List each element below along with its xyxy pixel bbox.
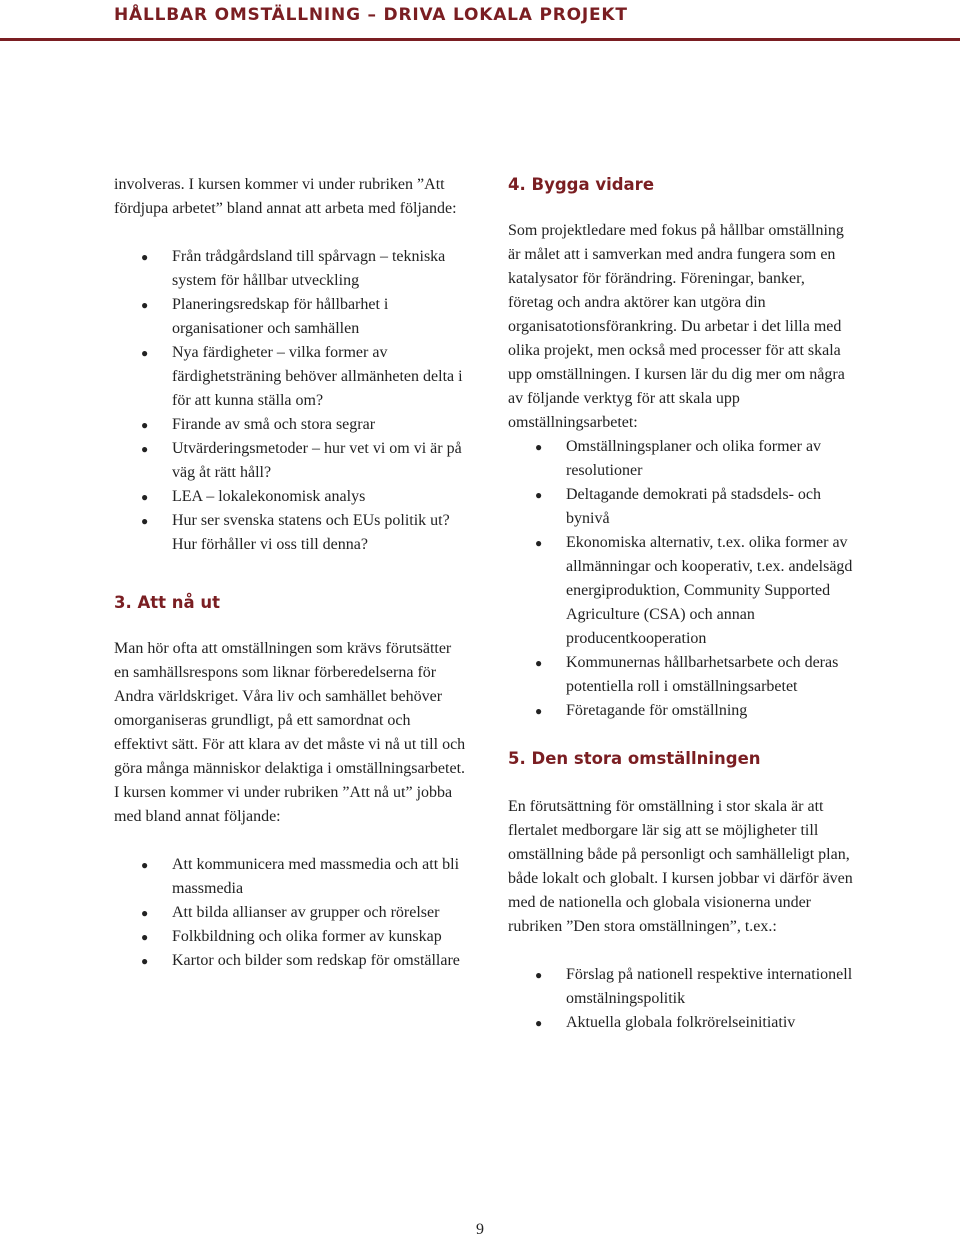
section-3-heading: 3. Att nå ut xyxy=(114,593,221,612)
list-item: ● Folkbildning och olika former av kunskap xyxy=(114,925,466,949)
bullet-icon: ● xyxy=(141,490,149,504)
bullet-icon: ● xyxy=(141,298,149,312)
bullet-icon: ● xyxy=(141,418,149,432)
section-3-paragraph: Man hör ofta att omställningen som krävs förutsätter en samhällsrespons som liknar förberedelserna för Andra världskriget. Våra liv och samhället behöver omorganiseras grundligt, på ett samordnat och effektivt sätt. För att klara av det måste vi nå ut till och göra många människor delaktiga i omställningsarbetet. I kursen kommer vi under rubriken ”Att nå ut” jobba med bland annat följande: xyxy=(114,640,466,825)
right-column xyxy=(508,173,854,1035)
left-column xyxy=(114,173,466,973)
bullet-icon: ● xyxy=(535,968,543,982)
list-item: ● LEA – lokalekonomisk analys xyxy=(114,485,466,509)
list-item: ● Från trådgårdsland till spårvagn – tekniska system för hållbar utveckling xyxy=(114,245,466,293)
section-4-heading: 4. Bygga vidare xyxy=(508,175,655,194)
header-title: HÅLLBAR OMSTÄLLNING – DRIVA LOKALA PROJEKT xyxy=(114,5,628,25)
bullet-icon: ● xyxy=(141,442,149,456)
list-item: ● Förslag på nationell respektive internationell omstälningspolitik xyxy=(508,963,854,1011)
bullet-icon: ● xyxy=(141,858,149,872)
bullet-icon: ● xyxy=(535,536,543,550)
list-item: ● Ekonomiska alternativ, t.ex. olika former av allmänningar och kooperativ, t.ex. andelsägd energiproduktion, Community Supported Agriculture (CSA) och annan producentkooperation xyxy=(508,531,854,651)
bullet-icon: ● xyxy=(141,954,149,968)
bullet-icon: ● xyxy=(141,346,149,360)
bullet-icon: ● xyxy=(141,930,149,944)
section-5-paragraph: En förutsättning för omställning i stor skala är att flertalet medborgare lär sig att se möjligheter till omställning både på personligt och samhälleligt plan, både lokalt och globalt. I kursen jobbar vi därför även med de nationella och globala visionerna under rubriken ”Den stora omställningen”, t.ex.: xyxy=(508,798,853,935)
list-item: ● Planeringsredskap för hållbarhet i organisationer och samhällen xyxy=(114,293,466,341)
list-item: ● Företagande för omställning xyxy=(508,699,854,723)
list-item: ● Firande av små och stora segrar xyxy=(114,413,466,437)
list-item: ● Kommunernas hållbarhetsarbete och deras potentiella roll i omställningsarbetet xyxy=(508,651,854,699)
section-4-paragraph: Som projektledare med fokus på hållbar omställning är målet att i samverkan med andra fungera som en katalysator för förändring. Föreningar, banker, företag och andra aktörer kan utgöra din organisatotionsförankring. Du arbetar i det lilla med olika projekt, men också med processer för att skala upp omställningen. I kursen lär du dig mer om några av följande verktyg för att skala upp omställningsarbetet: xyxy=(508,222,845,431)
bullet-icon: ● xyxy=(535,1016,543,1030)
section-5-heading: 5. Den stora omställningen xyxy=(508,749,761,768)
outreach-topics-list xyxy=(114,853,466,973)
scaling-tools-list xyxy=(508,435,854,723)
list-item: ● Att kommunicera med massmedia och att bli massmedia xyxy=(114,853,466,901)
list-item: ● Deltagande demokrati på stadsdels- och bynivå xyxy=(508,483,854,531)
bullet-icon: ● xyxy=(535,704,543,718)
course-topics-list xyxy=(114,245,466,557)
bullet-icon: ● xyxy=(141,250,149,264)
bullet-icon: ● xyxy=(141,906,149,920)
list-item: ● Nya färdigheter – vilka former av färdighetsträning behöver allmänheten delta i för att kunna ställa om? xyxy=(114,341,466,413)
list-item: ● Aktuella globala folkrörelseinitiativ xyxy=(508,1011,854,1035)
page-number: 9 xyxy=(476,1221,484,1238)
bullet-icon: ● xyxy=(535,656,543,670)
bullet-icon: ● xyxy=(141,514,149,528)
intro-paragraph: involveras. I kursen kommer vi under rubriken ”Att fördjupa arbetet” bland annat att arbeta med följande: xyxy=(114,176,457,217)
list-item: ● Att bilda allianser av grupper och rörelser xyxy=(114,901,466,925)
bullet-icon: ● xyxy=(535,488,543,502)
bullet-icon: ● xyxy=(535,440,543,454)
global-visions-list xyxy=(508,963,854,1035)
list-item: ● Utvärderingsmetoder – hur vet vi om vi är på väg åt rätt håll? xyxy=(114,437,466,485)
list-item: ● Hur ser svenska statens och EUs politik ut? Hur förhåller vi oss till denna? xyxy=(114,509,466,557)
page-header xyxy=(0,0,960,41)
list-item: ● Kartor och bilder som redskap för omställare xyxy=(114,949,466,973)
list-item: ● Omställningsplaner och olika former av resolutioner xyxy=(508,435,854,483)
